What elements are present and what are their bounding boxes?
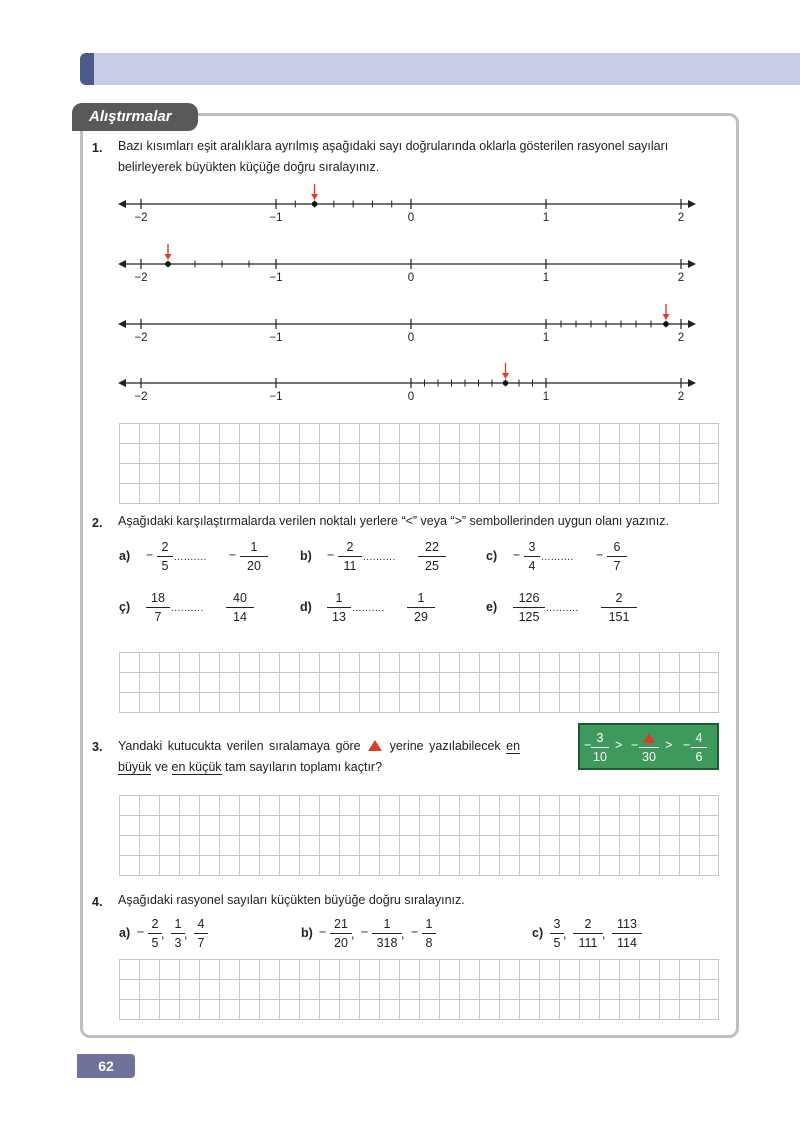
q3-text-part2: yerine yazılabilecek <box>389 739 501 753</box>
comparison-blank[interactable]: .......... <box>363 552 396 563</box>
denominator: 11 <box>343 559 357 573</box>
arrow-left-icon <box>118 200 126 208</box>
tick-label: 1 <box>542 272 550 284</box>
numerator: 2 <box>151 917 159 931</box>
minus-sign: − <box>137 925 145 939</box>
marked-point <box>165 261 171 267</box>
fraction <box>330 916 355 951</box>
triangle-icon <box>368 740 382 751</box>
fraction <box>607 539 627 574</box>
q3-text-en-kucuk: en küçük <box>171 760 222 774</box>
minus-sign: − <box>229 548 237 562</box>
box-f3-denominator: 6 <box>695 750 703 764</box>
box-fraction-1 <box>591 730 609 765</box>
fraction <box>513 590 545 625</box>
numerator: 6 <box>613 540 621 554</box>
q3-number: 3. <box>92 740 103 754</box>
fraction <box>327 590 351 625</box>
q3-answer-grid[interactable] <box>119 795 719 876</box>
numerator: 22 <box>425 540 439 554</box>
comparison-blank[interactable]: .......... <box>541 552 574 563</box>
tick-label: −1 <box>269 212 283 224</box>
denominator: 5 <box>553 936 561 950</box>
item-label: b) <box>300 549 312 563</box>
fraction <box>418 539 446 574</box>
denominator: 8 <box>425 936 433 950</box>
q4-answer-grid[interactable] <box>119 959 719 1020</box>
q3-text <box>118 736 568 778</box>
box-f2-denominator: 30 <box>642 750 656 764</box>
minus-sign: − <box>146 548 154 562</box>
red-arrow-icon <box>165 254 172 260</box>
arrow-left-icon <box>118 320 126 328</box>
fraction <box>422 916 436 951</box>
arrow-left-icon <box>118 379 126 387</box>
numerator: 1 <box>174 917 182 931</box>
item-label: c) <box>486 549 498 563</box>
denominator: 25 <box>425 559 439 573</box>
numerator: 40 <box>233 591 247 605</box>
fraction <box>372 916 405 951</box>
numerator: 1 <box>250 540 258 554</box>
marked-point <box>312 201 318 207</box>
q3-ordering-box <box>578 723 719 770</box>
numerator: 18 <box>151 591 165 605</box>
box-f1-denominator: 10 <box>593 750 607 764</box>
item-label: ç) <box>119 600 131 614</box>
q4-text: Aşağıdaki rasyonel sayıları küçükten büyüğe doğru sıralayınız. <box>118 893 465 907</box>
numerator: 2 <box>161 540 169 554</box>
denominator: 125 <box>518 610 540 624</box>
fraction <box>226 590 254 625</box>
denominator: 7 <box>154 610 162 624</box>
fraction <box>146 590 170 625</box>
denominator: 318 <box>376 936 398 950</box>
arrow-right-icon <box>688 379 696 387</box>
comma: , <box>401 927 405 941</box>
box-f1-numerator: 3 <box>596 731 604 745</box>
arrow-right-icon <box>688 200 696 208</box>
fraction <box>573 916 606 951</box>
tick-label: 0 <box>407 391 415 403</box>
q3-text-ve: ve <box>154 760 169 774</box>
item-label: d) <box>300 600 312 614</box>
box-f3-numerator: 4 <box>695 731 703 745</box>
fraction <box>338 539 362 574</box>
minus-sign: − <box>513 548 521 562</box>
item-label: c) <box>532 926 544 940</box>
comparison-blank[interactable]: .......... <box>546 603 579 614</box>
comma: , <box>602 927 606 941</box>
tick-label: 0 <box>407 332 415 344</box>
item-label: a) <box>119 926 131 940</box>
box-minus-3: − <box>683 738 691 752</box>
fraction <box>240 539 268 574</box>
tick-label: −2 <box>134 212 148 224</box>
section-tab-title: Alıştırmalar <box>72 103 198 131</box>
comma: , <box>184 927 188 941</box>
q2-number: 2. <box>92 516 103 530</box>
q1-answer-grid[interactable] <box>119 423 719 504</box>
tick-label: −1 <box>269 272 283 284</box>
fraction <box>524 539 540 574</box>
numerator: 1 <box>425 917 433 931</box>
box-gt-1: > <box>615 738 623 752</box>
q3-text-end: tam sayıların toplamı kaçtır? <box>225 760 383 774</box>
denominator: 7 <box>197 936 205 950</box>
numerator: 3 <box>528 540 536 554</box>
tick-label: −2 <box>134 391 148 403</box>
q2-answer-grid[interactable] <box>119 652 719 713</box>
page-number: 62 <box>77 1054 135 1078</box>
comparison-blank[interactable]: .......... <box>352 603 385 614</box>
tick-label: 0 <box>407 272 415 284</box>
box-fraction-3 <box>691 730 707 765</box>
fraction <box>194 916 208 951</box>
comparison-blank[interactable]: .......... <box>171 603 204 614</box>
triangle-icon <box>643 733 655 743</box>
comma: , <box>563 927 567 941</box>
minus-sign: − <box>319 925 327 939</box>
denominator: 4 <box>528 559 536 573</box>
tick-label: 1 <box>542 212 550 224</box>
comma: , <box>351 927 355 941</box>
tick-label: 2 <box>677 212 685 224</box>
denominator: 114 <box>617 936 637 950</box>
box-gt-2: > <box>665 738 673 752</box>
numerator: 113 <box>617 917 637 931</box>
red-arrow-icon <box>663 314 670 320</box>
tick-label: 1 <box>542 391 550 403</box>
red-arrow-icon <box>311 194 318 200</box>
denominator: 20 <box>334 936 348 950</box>
marked-point <box>503 380 509 386</box>
fraction <box>601 590 637 625</box>
q1-number: 1. <box>92 141 103 155</box>
numerator: 4 <box>197 917 205 931</box>
denominator: 3 <box>174 936 182 950</box>
numerator: 21 <box>334 917 348 931</box>
tick-label: 2 <box>677 272 685 284</box>
denominator: 5 <box>161 559 169 573</box>
tick-label: −1 <box>269 332 283 344</box>
tick-label: 2 <box>677 332 685 344</box>
minus-sign: − <box>596 548 604 562</box>
numerator: 3 <box>553 917 561 931</box>
marked-point <box>663 321 669 327</box>
denominator: 7 <box>613 559 621 573</box>
q3-text-buyuk: büyük <box>118 760 152 774</box>
numerator: 2 <box>584 917 592 931</box>
denominator: 14 <box>233 610 247 624</box>
numerator: 1 <box>335 591 343 605</box>
box-fraction-2 <box>639 730 659 765</box>
numerator: 2 <box>346 540 354 554</box>
fraction <box>157 539 173 574</box>
q4-number: 4. <box>92 895 103 909</box>
q2-text: Aşağıdaki karşılaştırmalarda verilen noktalı yerlere “<” veya “>” sembollerinden uygun olanı yazınız. <box>118 514 669 528</box>
fraction <box>171 916 188 951</box>
q1-text-line1: Bazı kısımları eşit aralıklara ayrılmış aşağıdaki sayı doğrularında oklarla gösterilen rasyonel sayıları <box>118 139 669 153</box>
tick-label: −1 <box>269 391 283 403</box>
tick-label: 0 <box>407 212 415 224</box>
fraction <box>612 916 642 951</box>
denominator: 20 <box>247 559 261 573</box>
item-label: b) <box>301 926 313 940</box>
denominator: 111 <box>578 936 598 950</box>
denominator: 151 <box>608 610 630 624</box>
number-lines <box>0 0 800 420</box>
fraction <box>550 916 567 951</box>
comparison-blank[interactable]: .......... <box>174 552 207 563</box>
tick-label: −2 <box>134 272 148 284</box>
arrow-right-icon <box>688 260 696 268</box>
box-minus-2: − <box>631 738 639 752</box>
numerator: 2 <box>615 591 623 605</box>
red-arrow-icon <box>502 373 509 379</box>
tick-label: 1 <box>542 332 550 344</box>
q3-text-en: en <box>506 739 521 753</box>
denominator: 5 <box>151 936 159 950</box>
comma: , <box>161 927 165 941</box>
denominator: 29 <box>414 610 428 624</box>
arrow-right-icon <box>688 320 696 328</box>
arrow-left-icon <box>118 260 126 268</box>
minus-sign: − <box>411 925 419 939</box>
minus-sign: − <box>327 548 335 562</box>
numerator: 1 <box>417 591 425 605</box>
item-label: a) <box>119 549 131 563</box>
box-minus-1: − <box>584 738 592 752</box>
fraction <box>148 916 165 951</box>
q3-text-part1: Yandaki kutucukta verilen sıralamaya göre <box>118 739 361 753</box>
item-label: e) <box>486 600 498 614</box>
tick-label: −2 <box>134 332 148 344</box>
numerator: 126 <box>518 591 540 605</box>
tick-label: 2 <box>677 391 685 403</box>
q1-text-line2: belirleyerek büyükten küçüğe doğru sıralayınız. <box>118 160 380 174</box>
numerator: 1 <box>383 917 391 931</box>
minus-sign: − <box>361 925 369 939</box>
fraction <box>407 590 435 625</box>
denominator: 13 <box>332 610 346 624</box>
